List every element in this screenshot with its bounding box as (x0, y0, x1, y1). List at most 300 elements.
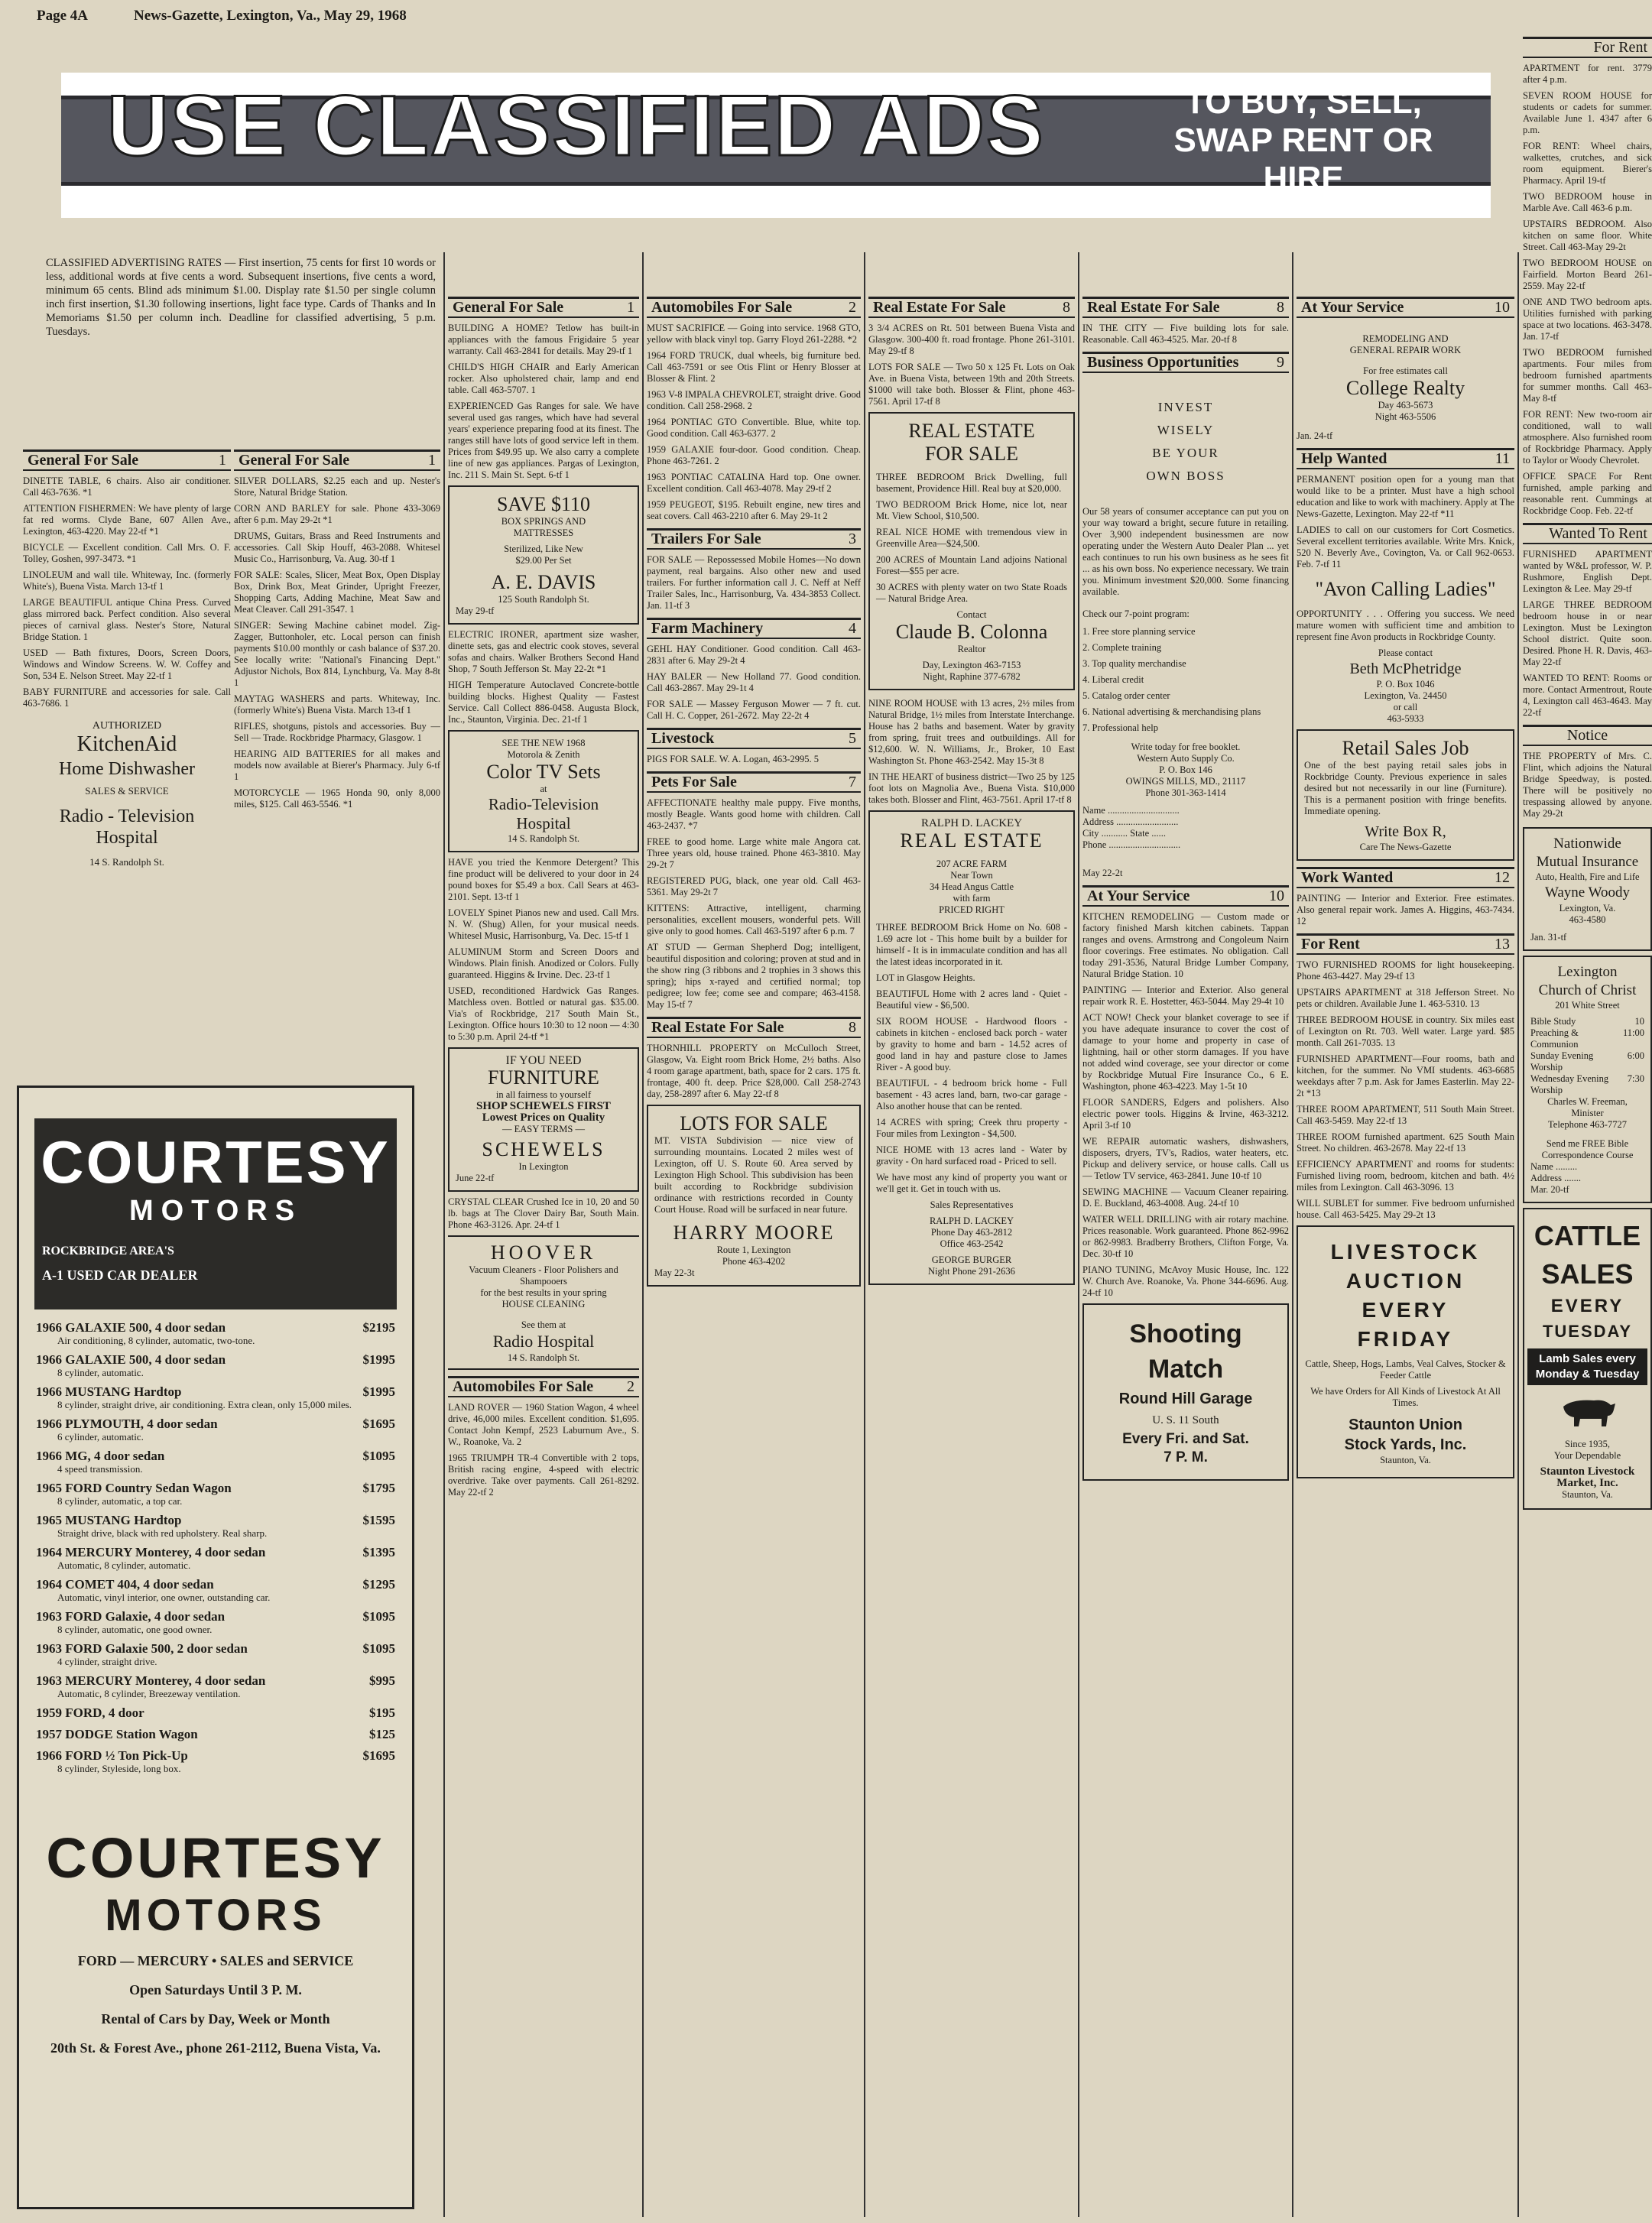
footer-name: COURTESY (46, 1826, 385, 1890)
footer-motors: MOTORS (105, 1890, 326, 1940)
program-list (1082, 626, 1289, 734)
column-7 (1297, 290, 1514, 2217)
program-item: 4. Liberal credit (1082, 674, 1144, 685)
church-ad (1523, 956, 1652, 1203)
shooting-match-ad (1082, 1303, 1289, 1481)
classified-ad: OFFICE SPACE For Rent furnished, ample parking and reasonable rent. Cummings at Rockbridge Coop. Feb. 22-tf (1523, 471, 1652, 516)
classified-ad: FOR RENT: Wheel chairs, walkettes, crutches, and sick room equipment. Bierer's Pharmacy. April 19-tf (1523, 141, 1652, 186)
ad-line: 14 S. Randolph St. (507, 1352, 580, 1363)
classified-ad: LAND ROVER — 1960 Station Wagon, 4 wheel drive, 46,000 miles. Excellent condition. $1,695. Contact John Kempf, 2523 Laburnum Ave., S. W., Roanoke, Va. 2 (448, 1402, 639, 1447)
car-price: $2195 (362, 1320, 395, 1335)
car-name: 1963 MERCURY Monterey, 4 door sedan (36, 1673, 266, 1688)
column-5 (868, 290, 1075, 2217)
section-header: Real Estate For Sale 8 (868, 297, 1075, 318)
ad-line: Monday & Tuesday (1535, 1368, 1640, 1381)
color-tv-ad (448, 730, 639, 852)
car-listing (19, 1545, 412, 1560)
classified-ad: AT STUD — German Shepherd Dog; intelligent, beautiful disposition and coloring; proven at stud and in the show ring (3 ribbons and 2 trophies in 3 shows this spring); hips x-rayed and certified normal; top pedigree; low fee; come see and compare; 463-4158. May 15-tf 7 (647, 942, 861, 1010)
ad-line: Sterilized, Like New (504, 544, 583, 554)
column-rule (1517, 252, 1519, 2217)
car-listing (19, 1748, 412, 1764)
section-header: Help Wanted 11 (1297, 448, 1514, 469)
ad-line: Radio-Television (488, 795, 599, 813)
classified-ad: MAYTAG WASHERS and parts. Whiteway, Inc. (formerly White's) Buena Vista. March 13-tf 1 (234, 693, 440, 716)
section-header: Wanted To Rent (1523, 523, 1652, 544)
kitchenaid-ad (23, 720, 231, 868)
courtesy-motors-ad (17, 1086, 414, 2209)
section-header: At Your Service 10 (1297, 297, 1514, 318)
name-field[interactable]: Name .............................. (1082, 805, 1180, 816)
program-item: 5. Catalog order center (1082, 690, 1170, 701)
classified-ad: KITCHEN REMODELING — Custom made or factory finished Marsh kitchen cabinets. Tappan ranges and ovens. Armstrong and Congoleum Nairn floor coverings. Free estimates. No obligation. Call today 291-3536, Natural Bridge Lumber Company, Natural Bridge Station. 10 (1082, 911, 1289, 979)
ad-line: Since 1935, (1564, 1439, 1611, 1449)
column-4 (647, 290, 861, 2217)
ad-line: SALES (1541, 1258, 1634, 1290)
classified-ad: LINOLEUM and wall tile. Whiteway, Inc. (formerly White's), Buena Vista. March 13-tf 1 (23, 570, 231, 592)
car-name: 1965 MUSTANG Hardtop (36, 1513, 182, 1527)
ad-line: Every Fri. and Sat. (1122, 1431, 1249, 1447)
classified-ad: LOTS FOR SALE — Two 50 x 125 Ft. Lots on Oak Ave. in Buena Vista, between 19th and 20th Streets. $1000 will take both. Blosser & Flint, phone 463-7561. April 17-tf 8 (868, 362, 1075, 407)
car-price: $1695 (362, 1417, 395, 1431)
ad-line: at (540, 784, 547, 794)
listing-list (876, 922, 1067, 1167)
service-row (1530, 1050, 1644, 1073)
ad-line: or call (1393, 702, 1418, 712)
ad-line: We have Orders for All Kinds of Livestock At All Times. (1310, 1386, 1501, 1408)
ad-line: College Realty (1345, 377, 1465, 399)
ad-list (647, 754, 861, 765)
car-name: 1966 PLYMOUTH, 4 door sedan (36, 1417, 218, 1431)
classified-ad: THORNHILL PROPERTY on McCulloch Street, Glasgow, Va. Eight room Brick Home, 2½ baths. Also 4 room garage apartment, bath, space for 2 cars. 175 ft. frontage, 400 ft. deep. Price $28,000. Call 258-2743 day, 258-2897 after 6. May 22-tf 8 (647, 1043, 861, 1099)
ad-line: Phone 463-4202 (722, 1256, 786, 1267)
classified-ad: HEARING AID BATTERIES for all makes and models now available at Bierer's Pharmacy. July 6-tf 1 (234, 748, 440, 782)
save-110-ad (448, 485, 639, 625)
ad-list (868, 323, 1075, 407)
ad-line: CATTLE (1534, 1220, 1641, 1251)
car-listing (19, 1352, 412, 1368)
classified-ad: PIANO TUNING, McAvoy Music House, Inc. 122 W. Church Ave. Roanoke, Va. Phone 344-6696. Aug. 24-tf 10 (1082, 1264, 1289, 1298)
ad-line: Auto, Health, Fire and Life (1535, 871, 1640, 882)
ad-line: Please contact (1378, 647, 1433, 658)
ad-list (1297, 959, 1514, 1221)
ad-line: Night Phone 291-2636 (928, 1266, 1015, 1277)
classified-ad: FOR SALE: Scales, Slicer, Meat Box, Open Display Box, Drink Box, Meat Grinder, Upright Freezer, Shopping Carts, Adding Machine, Meat Saw and Meat Cleaver. Call 291-3547. 1 (234, 570, 440, 615)
ad-line: SALES & SERVICE (85, 785, 169, 797)
paper-dateline: News-Gazette, Lexington, Va., May 29, 1968 (134, 8, 407, 24)
ad-list (1523, 63, 1652, 517)
car-price: $1295 (362, 1577, 395, 1592)
ad-line: SEE THE NEW 1968 (501, 738, 586, 748)
ad-line: 125 South Randolph St. (498, 594, 589, 605)
courtesy-header (34, 1118, 397, 1309)
service-name: Preaching & Communion (1530, 1027, 1579, 1050)
section-header: Livestock 5 (647, 728, 861, 749)
ad-list (647, 323, 861, 522)
ad-line: Care The News-Gazette (1359, 842, 1452, 852)
lots-for-sale-ad (647, 1105, 861, 1287)
ad-line: with farm (953, 893, 991, 904)
car-price: $1795 (362, 1481, 395, 1495)
car-listing (19, 1609, 412, 1624)
classified-ad: FOR SALE — Massey Ferguson Mower — 7 ft. cut. Call H. C. Copper, 261-2672. May 22-2t 4 (647, 699, 861, 721)
listing-item: THREE BEDROOM Brick Home on No. 608 - 1.69 acre lot - This home built by a builder for himself - It is in immaculate condition and has all the latest ideas incorporated in it. (876, 922, 1067, 967)
classified-ad: HAY BALER — New Holland 77. Good condition. Call 463-2867. May 29-1t 4 (647, 671, 861, 693)
banner-title: USE CLASSIFIED ADS (107, 78, 1045, 174)
ad-line: Night 463-5506 (1375, 411, 1436, 422)
program-item: 3. Top quality merchandise (1082, 658, 1186, 669)
section-header: Pets For Sale 7 (647, 771, 861, 793)
ad-line: See them at (521, 1319, 566, 1330)
classified-ad: EFFICIENCY APARTMENT and rooms for students: Furnished living room, bedroom, kitchen and bath. 4½ miles from Lexington. Call 463-3096. 13 (1297, 1159, 1514, 1193)
classified-ad: THREE BEDROOM HOUSE in country. Six miles east of Lexington on Rt. 703. Well water. Large yard. $85 month. Call 261-7035. 13 (1297, 1014, 1514, 1048)
car-description: 8 cylinder, automatic. (57, 1367, 144, 1378)
ad-line: BE YOUR (1152, 446, 1219, 460)
car-price: $1995 (362, 1384, 395, 1399)
classified-ad: WILL SUBLET for summer. Five bedroom unfurnished house. Call 463-5425. May 29-2t 13 (1297, 1198, 1514, 1220)
ad-line: Day 463-5673 (1378, 400, 1433, 411)
lamb-sales-box (1527, 1348, 1647, 1385)
classified-ad: UPSTAIRS BEDROOM. Also kitchen on same floor. White Street. Call 463-May 29-2t (1523, 219, 1652, 252)
classified-ad: TWO FURNISHED ROOMS for light housekeeping. Phone 463-4427. May 29-tf 13 (1297, 959, 1514, 982)
ad-line: Phone Day 463-2812 (930, 1227, 1013, 1238)
car-price: $125 (369, 1727, 395, 1741)
ad-line: — EASY TERMS — (501, 1124, 585, 1134)
ad-line: Church of Christ (1538, 982, 1637, 998)
classified-ad: RIFLES, shotguns, pistols and accessories. Buy — Sell — Trade. Rockbridge Pharmacy, Glasgow. 1 (234, 721, 440, 743)
classified-ad: ATTENTION FISHERMEN: We have plenty of large fat red worms. Clyde Bane, 607 Allen Ave., Lexington, 463-4220. May 22-tf *1 (23, 503, 231, 537)
car-name: 1957 DODGE Station Wagon (36, 1727, 198, 1741)
ad-line: Cattle, Sheep, Hogs, Lambs, Veal Calves, Stocker & Feeder Cattle (1305, 1358, 1506, 1381)
ad-list (647, 797, 861, 1011)
ad-line: Check our 7-point program: (1082, 608, 1190, 619)
car-name: 1966 GALAXIE 500, 4 door sedan (36, 1320, 226, 1335)
ad-line: We have most any kind of property you want or we'll get it. Get in touch with us. (876, 1172, 1067, 1194)
ad-line: Western Auto Supply Co. (1137, 753, 1235, 764)
car-price: $995 (369, 1673, 395, 1688)
ad-line: Lexington, Va. 24450 (1364, 690, 1447, 701)
classified-ad: FURNISHED APARTMENT wanted by W&L professor, W. P. Rushmore, English Dept. Lexington & Lee. May 29-tf (1523, 549, 1652, 594)
ad-line: Sales Representatives (930, 1199, 1014, 1210)
car-name: 1964 COMET 404, 4 door sedan (36, 1577, 214, 1592)
ad-line: 30 ACRES with plenty water on two State Roads — Natural Bridge Area. (876, 582, 1067, 604)
car-description: 8 cylinder, Styleside, long box. (57, 1763, 181, 1774)
ad-list (1297, 474, 1514, 570)
ad-line: P. O. Box 146 (1159, 764, 1212, 775)
classified-ad: HAVE you tried the Kenmore Detergent? This fine product will be delivered to your door in 24 pound boxes for $5.49 a box. Call Sears at 463-2101. Sept. 13-tf 1 (448, 857, 639, 902)
livestock-auction-ad (1297, 1225, 1514, 1478)
ad-line: Radio Hospital (492, 1332, 595, 1351)
car-price: $1595 (362, 1513, 395, 1527)
service-name: Sunday Evening Worship (1530, 1050, 1594, 1073)
ad-line: In Lexington (518, 1161, 569, 1172)
program-item: 2. Complete training (1082, 642, 1162, 653)
ad-list (1523, 549, 1652, 719)
footer-line: Rental of Cars by Day, Week or Month (101, 2011, 330, 2027)
classified-ad: LOVELY Spinet Pianos new and used. Call Mrs. N. W. (Shug) Allen, for your musical needs. Whitesel Music, Harrisonburg, Va. Dec. 15-tf 1 (448, 907, 639, 941)
classified-ad: KITTENS: Attractive, intelligent, charming personalities, excellent mousers, wonderful pets. Will give only to good homes. Call 463-5197 after 6 p.m. 7 (647, 903, 861, 936)
ad-line: 7 P. M. (1164, 1449, 1208, 1465)
car-listing (19, 1320, 412, 1335)
classified-ad: CORN AND BARLEY for sale. Phone 433-3069 after 6 p.m. May 29-2t *1 (234, 503, 440, 525)
classified-ad: LARGE BEAUTIFUL antique China Press. Curved glass mirrored back. Perfect condition. Also several pieces of carnival glass. Nester's Store, Natural Bridge Station. 1 (23, 597, 231, 642)
ad-list (1082, 911, 1289, 1299)
classified-ad: IN THE CITY — Five building lots for sale. Reasonable. Call 463-4525. Mar. 20-tf 8 (1082, 323, 1289, 345)
car-price: $1095 (362, 1641, 395, 1656)
ad-line: Radio - Television (59, 806, 195, 826)
car-description: 4 cylinder, straight drive. (57, 1656, 157, 1667)
college-realty-ad (1297, 333, 1514, 442)
ad-line: AUCTION (1345, 1269, 1465, 1293)
classified-ad: ELECTRIC IRONER, apartment size washer, dinette sets, gas and electric cook stoves, several sofas and chairs. Walker Brothers Second Hand Shop, 7 South Jefferson St. May 22-2t *1 (448, 629, 639, 674)
ad-line: 14 S. Randolph St. (89, 856, 164, 868)
classified-ad: 3 3/4 ACRES on Rt. 501 between Buena Vista and Glasgow. 300-400 ft. road frontage. Phone 261-3101. May 29-tf 8 (868, 323, 1075, 356)
car-price: $1995 (362, 1352, 395, 1367)
listing-item: LOT in Glasgow Heights. (876, 972, 975, 983)
ad-line: THREE BEDROOM Brick Dwelling, full basement, Providence Hill. Real buy at $20,000. (876, 472, 1067, 494)
car-name: 1966 MG, 4 door sedan (36, 1449, 165, 1463)
classified-ad: TWO BEDROOM HOUSE on Fairfield. Morton Beard 261-2559. May 22-tf (1523, 258, 1652, 291)
ad-line: Color TV Sets (486, 761, 601, 783)
ad-line: 463-5933 (1387, 713, 1424, 724)
classified-ad: TWO BEDROOM furnished apartments. Four miles from bedroom furnished apartments for summer months. Call 463-May 8-tf (1523, 347, 1652, 404)
car-description: 8 cylinder, automatic, one good owner. (57, 1624, 213, 1635)
ad-line: Home Dishwasher (59, 759, 195, 779)
service-name: Wednesday Evening Worship (1530, 1073, 1609, 1095)
ad-line: Vacuum Cleaners - Floor Polishers and Shampooers (469, 1264, 618, 1287)
ad-line: Jan. 24-tf (1297, 430, 1333, 441)
program-item: 6. National advertising & merchandising plans (1082, 706, 1261, 717)
car-price: $1095 (362, 1609, 395, 1624)
service-row (1530, 1073, 1644, 1096)
classified-ad: ACT NOW! Check your blanket coverage to see if you have adequate insurance to cover the cost of damage to your home and property in case of lightning, hail or other storm damages. If you have not added wind coverage, see your director or come by Rockbridge Mutual Fire Insurance Co., 6 E. Washington, phone 463-4223. May 1-5t 10 (1082, 1012, 1289, 1092)
footer-line: 20th St. & Forest Ave., phone 261-2112, Buena Vista, Va. (50, 2040, 381, 2056)
ad-line: Lexington (1557, 964, 1618, 980)
ad-line: OWINGS MILLS, MD., 21117 (1125, 776, 1246, 787)
car-listing (19, 1727, 412, 1742)
lackey-ad (868, 810, 1075, 1285)
car-description: 4 speed transmission. (57, 1463, 143, 1475)
ad-line: EVERY (1362, 1298, 1449, 1322)
car-listing (19, 1577, 412, 1592)
ad-line: Market, Inc. (1556, 1477, 1618, 1489)
listing-item: SIX ROOM HOUSE - Hardwood floors - cabinets in kitchen - enclosed back porch - water by gravity to home and barn - 14.52 acres of good land in hay and pasture close to James River - A good buy. (876, 1016, 1067, 1073)
ad-line: WISELY (1157, 423, 1215, 437)
column-3 (448, 290, 639, 2217)
service-name: Bible Study (1530, 1016, 1576, 1027)
section-header: General For Sale 1 (23, 449, 231, 471)
listing-item: 14 ACRES with spring; Creek thru property - Four miles from Lexington - $4,500. (876, 1117, 1067, 1139)
ad-line: May 29-tf (456, 605, 495, 616)
section-header: For Rent 13 (1297, 933, 1514, 955)
listing-item: BEAUTIFUL - 4 bedroom brick home - Full basement - 43 acres land, barn, two-car garage - Also another house that can be rented. (876, 1078, 1067, 1112)
section-header: Automobiles For Sale 2 (448, 1376, 639, 1397)
ad-line: in all fairness to yourself (495, 1089, 592, 1100)
courtesy-dealer: A-1 USED CAR DEALER (42, 1267, 198, 1283)
car-name: 1966 GALAXIE 500, 4 door sedan (36, 1352, 226, 1367)
ad-line: Telephone 463-7727 (1548, 1119, 1627, 1130)
ad-line: REAL NICE HOME with tremendous view in Greenville Area—$24,500. (876, 527, 1067, 549)
column-general-sale-2 (234, 443, 440, 1078)
listing-item: NICE HOME with 13 acres land - Water by gravity - On hard surfaced road - Priced to sell. (876, 1144, 1067, 1167)
ad-list (23, 475, 231, 709)
cattle-sales-ad (1523, 1208, 1652, 1510)
church-address-field[interactable]: Address ....... (1530, 1173, 1581, 1183)
classified-ad: 1964 PONTIAC GTO Convertible. Blue, white top. Good condition. Call 463-6377. 2 (647, 417, 861, 439)
phone-field[interactable]: Phone .............................. (1082, 839, 1181, 850)
ad-line: PRICED RIGHT (939, 904, 1005, 915)
ad-line: Wayne Woody (1544, 884, 1631, 901)
ad-line: 200 ACRES of Mountain Land adjoins National Forest—$55 per acre. (876, 554, 1067, 576)
classified-ad: FREE to good home. Large white male Angora cat. Three years old, house trained. Phone 463-3810. May 29-2t 7 (647, 836, 861, 870)
car-listing (19, 1705, 412, 1721)
classified-ad: 1959 GALAXIE four-door. Good condition. Cheap. Phone 463-7261. 2 (647, 444, 861, 466)
column-rule (1292, 252, 1293, 2217)
classified-ad: SINGER: Sewing Machine cabinet model. Zig-Zagger, Buttonholer, etc. Local person can finish payments $10.00 monthly or cash balance of $37.20. See locally write: "National's Financing Dept." Adjustor Nichols, Box 814, Lynchburg, Va. May 8-8t 1 (234, 620, 440, 688)
classified-ad: MOTORCYCLE — 1965 Honda 90, only 8,000 miles, $125. Call 463-5546. *1 (234, 787, 440, 810)
car-name: 1966 FORD ½ Ton Pick-Up (36, 1748, 188, 1763)
ad-line: Motorola & Zenith (507, 749, 580, 760)
car-listing (19, 1384, 412, 1400)
column-6 (1082, 290, 1289, 2217)
section-header: General For Sale 1 (234, 449, 440, 471)
ad-line: Send me FREE Bible Correspondence Course (1541, 1138, 1634, 1160)
car-name: 1963 FORD Galaxie 500, 2 door sedan (36, 1641, 248, 1656)
colonna-ad (868, 412, 1075, 690)
ad-list (647, 644, 861, 722)
classified-ad: IN THE HEART of business district—Two 25 by 125 foot lots on Magnolia Ave., Buena Vista. $10,000 takes both. Blosser and Flint, 463-7561. April 17-tf 8 (868, 771, 1075, 805)
car-listing (19, 1673, 412, 1689)
ad-line: HOOVER (490, 1241, 597, 1264)
address-field[interactable]: Address .......................... (1082, 816, 1179, 827)
ad-line: BOX SPRINGS AND (501, 516, 586, 527)
service-time: 11:00 (1622, 1027, 1644, 1038)
classified-ad: PAINTING — Interior and Exterior. Free estimates. Also general repair work. James A. Higgins, 463-7434. 12 (1297, 893, 1514, 927)
ad-line: "Avon Calling Ladies" (1315, 578, 1496, 600)
car-description: Automatic, vinyl interior, one owner, outstanding car. (57, 1592, 271, 1603)
classified-ad: PERMANENT position open for a young man that would like to be a printer. Must have a high school education and like to work with machinery. Apply at The News-Gazette, Lexington. May 22-tf *11 (1297, 474, 1514, 519)
ad-line: REAL ESTATE (900, 829, 1043, 852)
ad-line: Round Hill Garage (1118, 1391, 1253, 1407)
ad-line: FRIDAY (1357, 1327, 1454, 1351)
ad-line: SCHEWELS (482, 1138, 605, 1160)
ad-list (647, 554, 861, 612)
ad-line: GENERAL REPAIR WORK (1349, 345, 1462, 355)
classified-ad: NINE ROOM HOUSE with 13 acres, 2½ miles from Natural Bridge, 1½ miles from Interstate Interchange. House has 2 baths and basement. Water by gravity from spring, fruit trees and outbuildings. All for $12,600. W. N. Williams, Jr., Broker, 10 East Washington St. Phone 463-2542. May 15-3t 8 (868, 698, 1075, 766)
ad-line: 207 ACRE FARM (936, 858, 1008, 869)
ad-line: Office 463-2542 (940, 1238, 1004, 1249)
car-price: $1095 (362, 1449, 395, 1463)
classified-ad: FURNISHED APARTMENT—Four rooms, bath and kitchen, for the summer. No VMI students. 463-6685 weekdays after 7 p.m. Ask for James Easterlin. May 22-2t *13 (1297, 1053, 1514, 1099)
ad-line: LOTS FOR SALE (680, 1112, 828, 1134)
car-description: 6 cylinder, automatic. (57, 1431, 144, 1443)
ad-line: Your Dependable (1553, 1450, 1621, 1461)
classified-ad: SEWING MACHINE — Vacuum Cleaner repairing. D. E. Buckland, 463-4008. Aug. 24-tf 10 (1082, 1186, 1289, 1209)
ad-list (448, 629, 639, 725)
footer-line: Open Saturdays Until 3 P. M. (129, 1982, 302, 1997)
footer-line: FORD — MERCURY • SALES and SERVICE (77, 1953, 354, 1968)
service-row (1530, 1027, 1644, 1050)
section-header: Trailers For Sale 3 (647, 528, 861, 550)
courtesy-motors: MOTORS (128, 1195, 303, 1227)
ad-line: 14 S. Randolph St. (507, 833, 580, 844)
service-time: 6:00 (1627, 1050, 1644, 1061)
ad-line: RALPH D. LACKEY (920, 817, 1023, 829)
church-name-field[interactable]: Name ......... (1530, 1161, 1578, 1172)
ad-line: EVERY (1550, 1296, 1624, 1316)
ad-line: Phone 301-363-1414 (1145, 787, 1226, 798)
classified-ad: THREE ROOM furnished apartment. 625 South Main Street. No children. 463-2678. May 22-tf 13 (1297, 1131, 1514, 1154)
classified-ad: EXPERIENCED Gas Ranges for sale. We have several used gas ranges, which have had several years' experience preparing food at its finest. The ranges still have lots of good service left in them. Prices from $49.95 up. We also carry a complete line of new gas appliances. Pargas of Lexington, Inc. 211 S. Main St. Sept. 6-tf 1 (448, 401, 639, 480)
city-state-field[interactable]: City ........... State ...... (1082, 828, 1167, 839)
service-row (1530, 1016, 1644, 1027)
retail-sales-ad (1297, 729, 1514, 861)
car-description: Air conditioning, 8 cylinder, automatic, two-tone. (57, 1335, 255, 1346)
ad-line: HARRY MOORE (673, 1222, 835, 1244)
section-header: For Rent (1523, 37, 1652, 58)
classified-ad: SEVEN ROOM HOUSE for students or cadets for summer. Available June 1. 4347 after 6 p.m. (1523, 90, 1652, 135)
classified-ad: APARTMENT for rent. 3779 after 4 p.m. (1523, 63, 1652, 85)
ad-line: Near Town (950, 870, 993, 881)
ad-line: Our 58 years of consumer acceptance can put you on your way toward a bright, secure future in retailing. Over 3,900 independent businessmen are now operating under the Western Auto Dealer Plan ... yet each continues to run his own business as he sees fit ... as his own boss. No experience necessary. We train you. Minimum investment $20,000. Some financing available. (1082, 506, 1289, 597)
classified-ad: ALUMINUM Storm and Screen Doors and Windows. Plain finish. Anodized or Colors. Fully guaranteed. Higgins & Irvine. Dec. 23-tf 1 (448, 946, 639, 980)
ad-line: Staunton Livestock (1540, 1465, 1635, 1478)
classified-ad: FLOOR SANDERS, Edgers and polishers. Also electric power tools. Higgins & Irvine, 463-3212. April 3-tf 10 (1082, 1097, 1289, 1131)
ad-list (647, 1043, 861, 1100)
car-name: 1965 FORD Country Sedan Wagon (36, 1481, 232, 1495)
classified-ad: WANTED TO RENT: Rooms or more. Contact Armentrout, Route 4, Lexington call 463-4643. May 22-tf (1523, 673, 1652, 718)
classified-ad: 1964 FORD TRUCK, dual wheels, big furniture bed. Call 463-7591 or see Otis Flint or Henry Blosser at Blosser & Flint. 2 (647, 350, 861, 384)
ad-line: One of the best paying retail sales jobs in Rockbridge County. Previous experience in sales desired but not necessarily in our line (Furniture). This is a permanent position with fringe benefits. Immediate opening. (1304, 760, 1507, 816)
banner-subtitle: TO BUY, SELL, SWAP RENT OR HIRE (1173, 83, 1433, 197)
ad-list (448, 857, 639, 1043)
ad-list (448, 1196, 639, 1231)
ad-line: Shooting (1129, 1319, 1242, 1348)
service-time: 10 (1634, 1016, 1644, 1027)
section-header: General For Sale 1 (448, 297, 639, 318)
program-item: 7. Professional help (1082, 722, 1158, 733)
car-listing (19, 1417, 412, 1432)
car-name: 1959 FORD, 4 door (36, 1705, 144, 1720)
ad-line: A. E. DAVIS (491, 571, 596, 593)
section-header: Notice (1523, 725, 1652, 746)
section-header: Real Estate For Sale 8 (1082, 297, 1289, 318)
classified-ad: LADIES to call on our customers for Cort Cosmetics. Several excellent territories available. Write Mrs. Knick, 520 N. Beverly Ave., Covington, Va. or Call 962-0653. Feb. 7-tf 11 (1297, 524, 1514, 570)
ad-line: FURNITURE (488, 1066, 599, 1089)
ad-line: Lamb Sales every (1539, 1352, 1636, 1365)
car-listing (19, 1641, 412, 1657)
folio (37, 8, 453, 24)
classified-ad: MUST SACRIFICE — Going into service. 1968 GTO, yellow with black vinyl top. Garry Floyd 261-2288. *2 (647, 323, 861, 345)
ad-line: MT. VISTA Subdivision — nice view of surrounding mountains. Located 2 miles west of Lexington, off U. S. Route 60. Area served by Lexington High School. This subdivision has been built according to Rockbridge subdivision ordinance with restrictions recorded in County Court House. Road will be surfaced in near future. (654, 1135, 853, 1215)
car-description: Straight drive, black with red upholstery. Real sharp. (57, 1527, 268, 1539)
ad-line: Route 1, Lexington (716, 1245, 791, 1255)
ad-line: FOR SALE (924, 443, 1019, 465)
classified-ad: DRUMS, Guitars, Brass and Reed Instruments and accessories. Call Skip Houff, 463-2088. Whitesel Music Co., Harrisonburg, Va. Aug. 30-tf 1 (234, 531, 440, 564)
classified-ad: 1965 TRIUMPH TR-4 Convertible with 2 tops, British racing engine, 4-speed with electric overdrive. Take over payments. Call 261-8292. May 22-tf 2 (448, 1452, 639, 1498)
ad-line: Day, Lexington 463-7153 (922, 660, 1021, 670)
car-list (19, 1320, 412, 1774)
classified-ad: BABY FURNITURE and accessories for sale. Call 463-7686. 1 (23, 686, 231, 709)
ad-line: 34 Head Angus Cattle (929, 881, 1014, 892)
notice-text: THE PROPERTY of Mrs. C. Flint, which adjoins the Natural Bridge Speedway, is posted. There will be positively no trespassing allowed by anyone. May 29-2t (1523, 751, 1652, 819)
ad-line: LIVESTOCK (1330, 1240, 1481, 1264)
ad-line: 201 White Street (1555, 1000, 1620, 1011)
classified-ad: GEHL HAY Conditioner. Good condition. Call 463-2831 after 6. May 29-2t 4 (647, 644, 861, 666)
classified-ad: THREE ROOM APARTMENT, 511 South Main Street. Call 463-5459. May 22-tf 13 (1297, 1104, 1514, 1126)
car-price: $1695 (362, 1748, 395, 1763)
ad-line: Nationwide (1553, 836, 1621, 852)
classified-ad: BICYCLE — Excellent condition. Call Mrs. O. F. Tolley, Goshen, 997-3473. *1 (23, 542, 231, 564)
